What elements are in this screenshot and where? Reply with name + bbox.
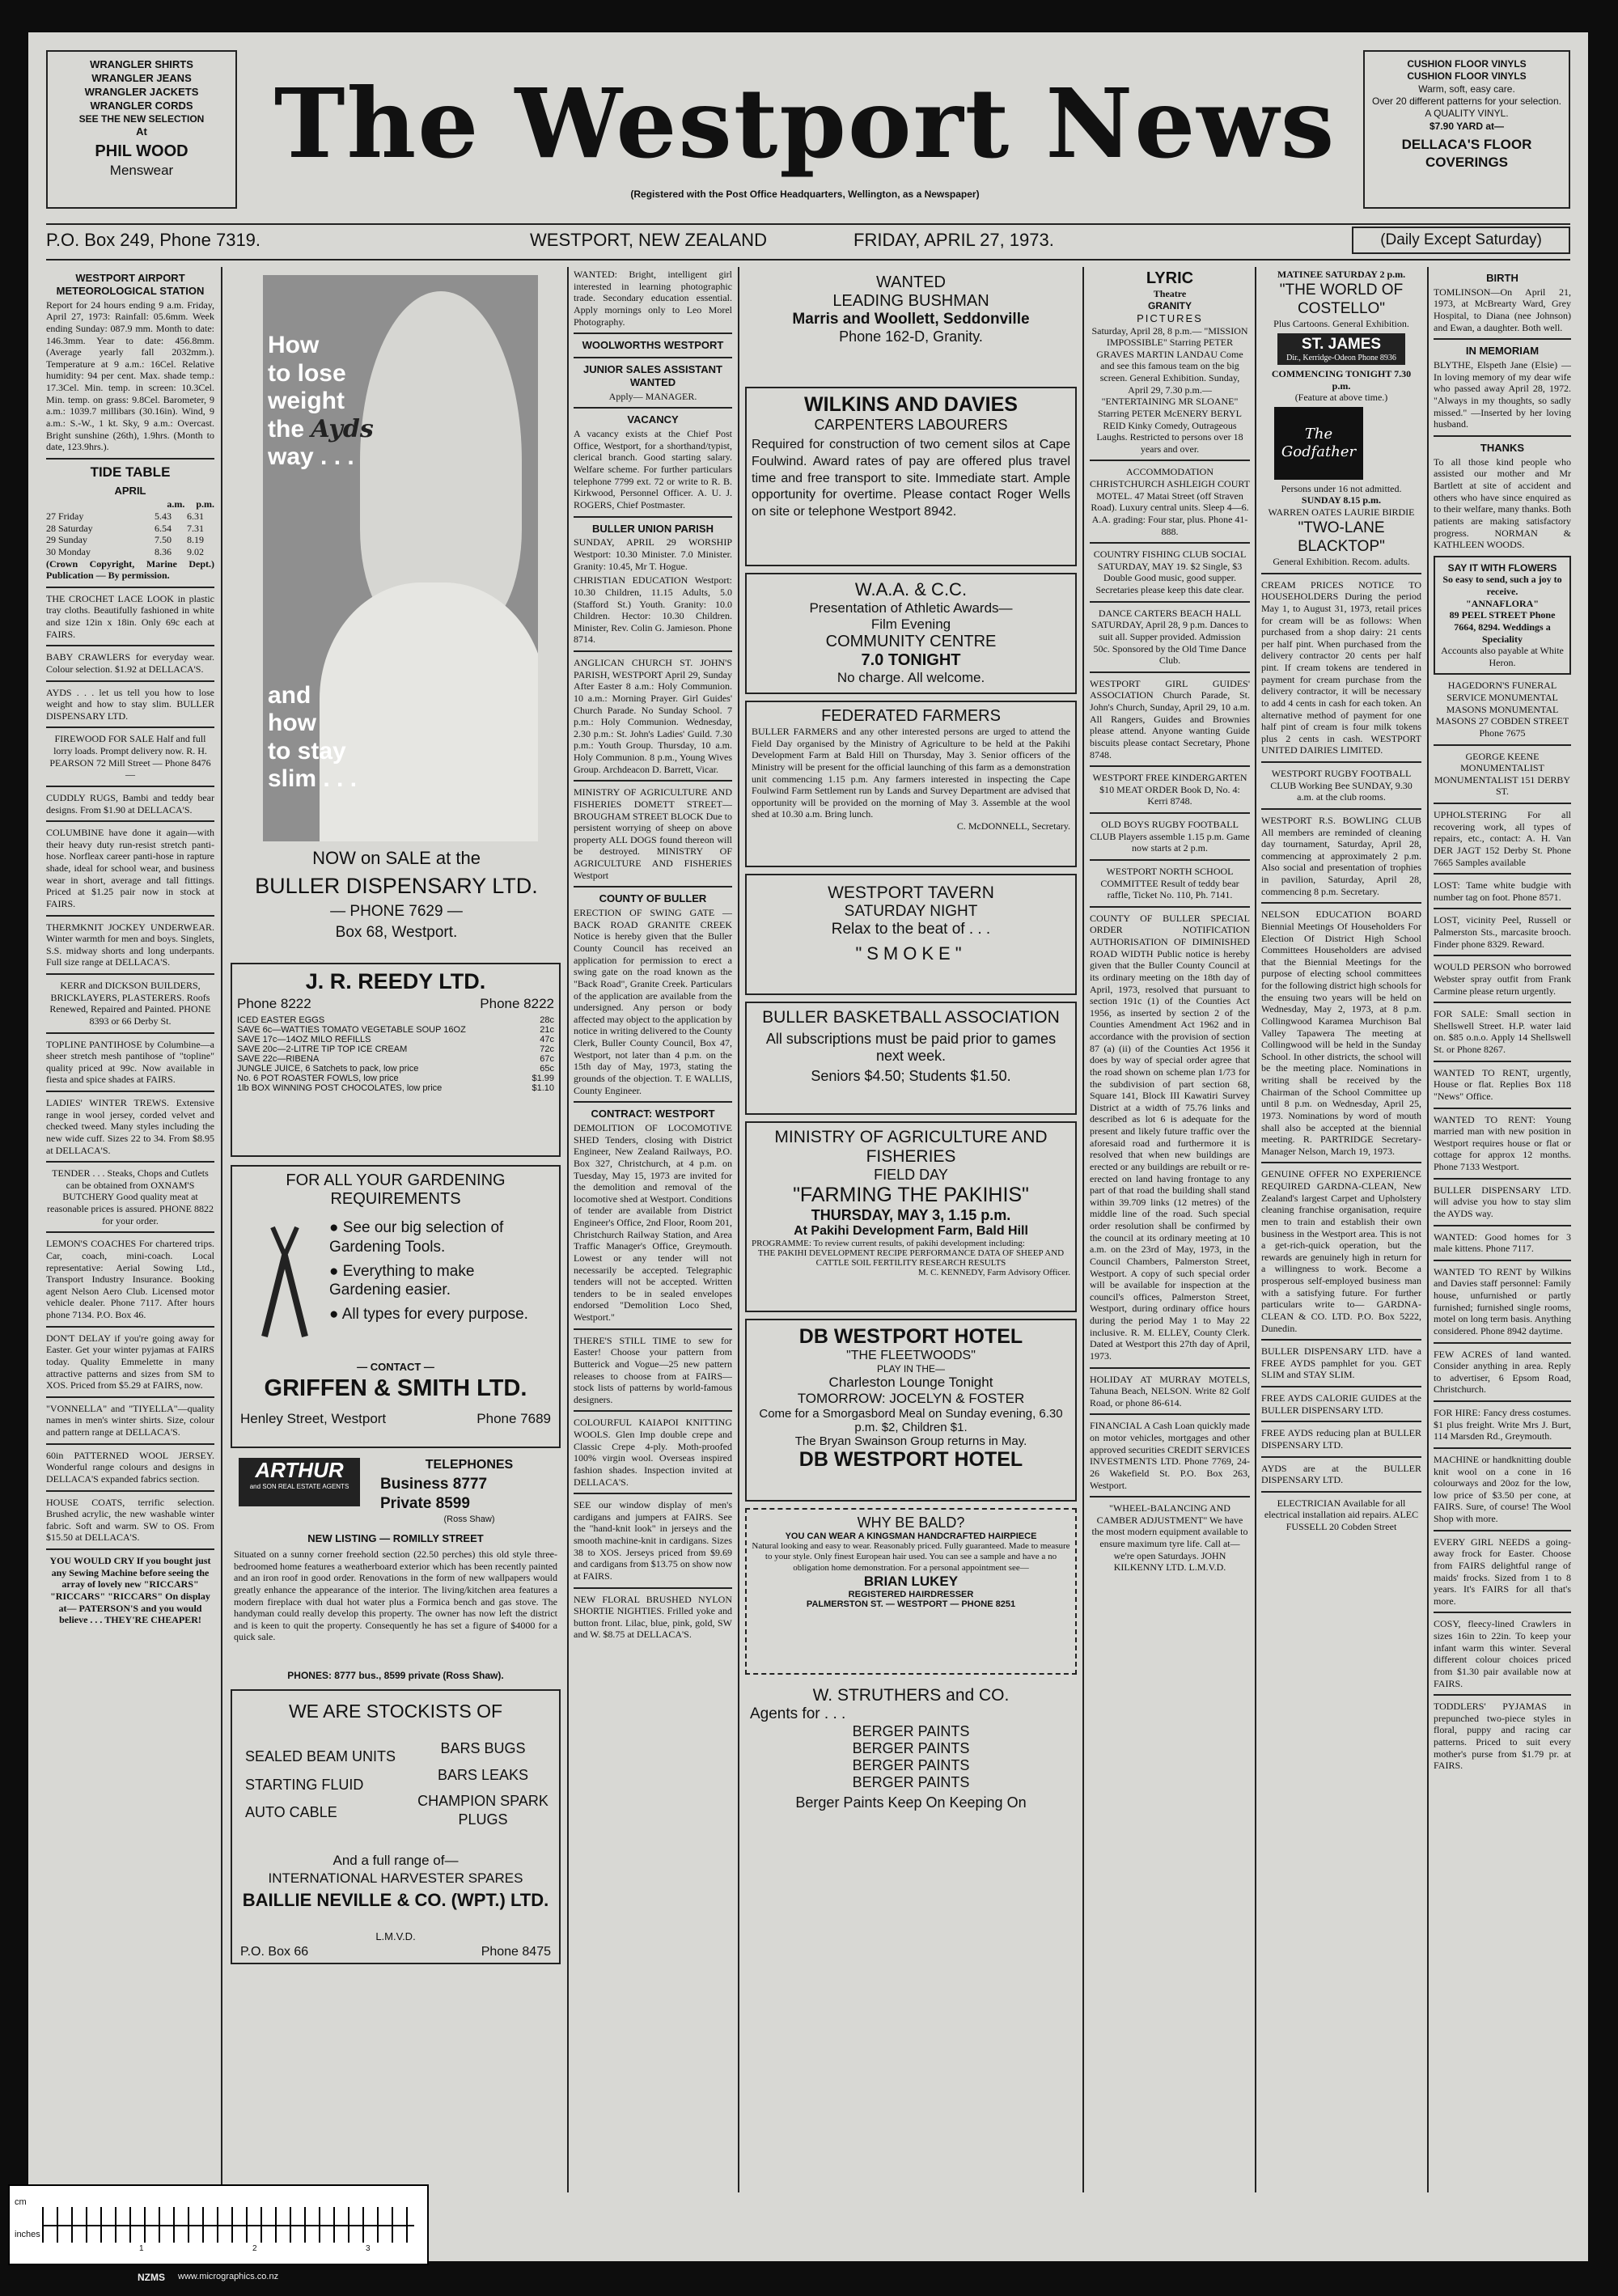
maf-prog: PROGRAMME: To review current results, of pakihi development including: <box>752 1239 1025 1248</box>
ayds-phone: — PHONE 7629 — <box>330 903 463 920</box>
telephone-name: (Ross Shaw) <box>443 1514 495 1524</box>
stock-item: STARTING FLUID <box>245 1776 364 1793</box>
why-bald-advert <box>745 1508 1077 1675</box>
reedy-item: 1lb BOX WINNING POST CHOCOLATES, low price $1.10 <box>237 1083 554 1093</box>
telephones-title: TELEPHONES <box>425 1458 514 1472</box>
classified-item: TOPLINE PANTIHOSE by Columbine—a sheer stretch mesh pantihose of "topline" quality priced at 99c. Now available in fiesta and spice shades at FAIRS. <box>46 1038 214 1086</box>
stock-firm: BAILLIE NEVILLE & CO. (WPT.) LTD. <box>242 1890 549 1910</box>
classified-item: OLD BOYS RUGBY FOOTBALL CLUB Players assemble 1.15 p.m. Game now starts at 2 p.m. <box>1090 819 1250 854</box>
db-title: DB WESTPORT HOTEL <box>798 1325 1023 1348</box>
ruler-number: 1 <box>139 2244 144 2253</box>
classified-item: CHRISTIAN EDUCATION Westport: 10.30 Children, 11.15 Adults, 5.0 (Stafford St.) Youth. Granity: 10.0 Children. Hector: 10.30 Children. Minister, Rev. Colin G. Jamieson. Phone 8714. <box>574 574 732 646</box>
bald-text: Natural looking and easy to wear. Reasonably priced. Fully guaranteed. Made to measure to your style. Only finest European hair used. You can see a sample and have a no obligation home demonstration. For a personal appointment see— <box>752 1541 1070 1573</box>
tide-row: 27 Friday 5.43 6.31 <box>46 510 204 523</box>
stock-range: And a full range of— <box>332 1853 459 1868</box>
classified-item: CREAM PRICES NOTICE TO HOUSEHOLDERS During the period May 1, to August 31, 1973, retail prices for cream will be as follows: When purchased from a shop dairy: 21 cents per half pint. When purchased from the delivery contractor 20 cents per half pint. If cream tokens are tendered in payment for cream purchase from the delivery contractor, it will be necessary to add 4 cents in cash for each token. An alternative method of payment for one half pint of cream is four milk tokens plus 2 cents in cash. WESTPORT UNITED DAIRIES LIMITED. <box>1261 578 1421 756</box>
column-rule <box>738 267 739 2192</box>
ayds-advert <box>231 275 562 955</box>
ear-left-line: WRANGLER SHIRTS <box>90 58 193 70</box>
classified-item: WANTED TO RENT, urgently, House or flat. Replies Box 118 "News" Office. <box>1434 1066 1571 1102</box>
bb-title: BULLER BASKETBALL ASSOCIATION <box>762 1008 1060 1027</box>
classified-heading: WOOLWORTHS WESTPORT <box>582 339 724 352</box>
classified-item: DANCE CARTERS BEACH HALL SATURDAY, April 28, 9 p.m. Dances to suit all. Supper provided. Admission 50c. Sponsored by the Old Time Dance Club. <box>1091 607 1248 667</box>
reedy-advert <box>231 963 561 1157</box>
ayds-photo <box>263 275 538 841</box>
cast: WARREN OATES LAURIE BIRDIE <box>1268 506 1415 519</box>
classified-item: COUNTY OF BULLER SPECIAL ORDER NOTIFICATION AUTHORISATION OF DIMINISHED ROAD WIDTH Public notice is hereby given that the Buller County Council at its ordinary meeting on the 18th day of April, 1973, resolved that pursuant to section 191c (1) of the Counties Act 1956, as inserted by section 2 of the Counties Amendment Act 1962 and in accordance with the provision of section 87 (a) (ii) of the Counties Act 1956 it does by way of special order agree that the road shown on scheme plan 1/73 for the subdivision of part section 68, Square 141, Block III Kawatiri Survey District at a width of 75.76 links and described as lot 6 is adequate for the present and likely future traffic over the aforesaid road and furthermore it is resolved that when new buildings are erected or any buildings are rebuilt or re-erected on land having frontage to any part of that road the building shall stand within 39.709 links (12 metres) of the middle line of the road. Such special order resolution shall be confirmed by the council at its ordinary meeting at 10 a.m. on the 23rd of May, 1973, in the Council Chambers, Palmerston Street, Westport. A copy of such special order will be available for inspection at the council's offices, Palmerston Street, Westport, during ordinary office hours during the period May 1 to May 22 inclusive. R. M. ELLEY, County Clerk. Dated at Westport this 27th day of April, 1973. <box>1090 912 1250 1362</box>
flowers-title: SAY IT WITH FLOWERS <box>1447 561 1557 574</box>
matinee-film: "THE WORLD OF COSTELLO" <box>1279 281 1404 317</box>
maf-field-day-advert <box>745 1121 1077 1312</box>
classified-item: COLOURFUL KAIAPOI KNITTING WOOLS. Glen Imp double crepe and Classic Crepe 4-ply. Moth-proofed 100% virgin wool. Overseas inspired fashion shades. Inspection invited at DELLACA'S. <box>574 1417 732 1488</box>
sunday-showing: SUNDAY 8.15 p.m. <box>1301 494 1382 506</box>
flowers-name: "ANNAFLORA" <box>1466 597 1539 609</box>
ruler-line <box>42 2225 414 2226</box>
shears-icon <box>248 1223 321 1345</box>
classified-item: WESTPORT GIRL GUIDES' ASSOCIATION Church Parade, St. John's Church, Sunday, April 29, 10 a.m. All Rangers, Guides and Brownies please attend. Anyone wanting Guide biscuits please contact Secretary, Phone 8748. <box>1090 677 1250 760</box>
nzms-label: NZMS <box>138 2272 165 2283</box>
classified-item: LADIES' WINTER TREWS. Extensive range in wool jersey, corded velvet and checked tweed. Many styles including the new wide cuff. Sizes 22 to 34. From $8.95 at DELLACA'S. <box>46 1097 214 1156</box>
classified-item: FOR SALE: Small section in Shellswell Street. H.P. water laid on. $85 o.n.o. Apply 14 Shellswell St. or Phone 8267. <box>1434 1008 1571 1056</box>
garden-bullet: ● See our big selection of Gardening Tools. <box>329 1219 504 1256</box>
arthur-logo: ARTHUR and SON REAL ESTATE AGENTS <box>239 1458 360 1506</box>
ear-right-line: CUSHION FLOOR VINYLS <box>1407 58 1527 70</box>
reedy-item: JUNGLE JUICE, 6 Satchets to pack, low price 65c <box>237 1064 554 1074</box>
classified-item: TENDER . . . Steaks, Chops and Cutlets can be obtained from OXNAM'S BUTCHERY Good quality meat at reasonable prices is assured. PHONE 8822 for your order. <box>47 1167 214 1226</box>
ws-paint: BERGER PAINTS <box>852 1723 970 1739</box>
bb-fees: Seniors $4.50; Students $1.50. <box>811 1068 1011 1084</box>
stock-item: BARS BUGS <box>440 1740 526 1756</box>
ff-title: FEDERATED FARMERS <box>821 707 1001 725</box>
lyric-theatre-advert <box>1090 269 1250 455</box>
ear-left-shop: PHIL WOOD <box>95 142 188 161</box>
tide-title: TIDE TABLE <box>90 464 171 480</box>
garden-phone: Phone 7689 <box>477 1411 551 1426</box>
db-lounge: Charleston Lounge Tonight <box>828 1375 993 1390</box>
telephone-private: Private 8599 <box>380 1495 470 1512</box>
lyric-pictures: PICTURES <box>1137 311 1203 324</box>
masthead-date: FRIDAY, APRIL 27, 1973. <box>853 230 1054 250</box>
reedy-item: No. 6 POT ROASTER FOWLS, low price $1.99 <box>237 1074 554 1083</box>
maf-date: THURSDAY, MAY 3, 1.15 p.m. <box>811 1207 1011 1223</box>
godfather-logo: The Godfather <box>1274 407 1363 480</box>
stock-box: P.O. Box 66 <box>240 1945 309 1959</box>
tide-row: 28 Saturday 6.54 7.31 <box>46 522 204 534</box>
ruler-number: 3 <box>366 2244 371 2253</box>
tide-col-am: a.m. <box>167 498 185 510</box>
ear-left-advert <box>46 50 237 209</box>
newspaper-page <box>28 32 1588 2261</box>
tide-table <box>46 498 214 557</box>
classified-item: ANGLICAN CHURCH ST. JOHN'S PARISH, WESTPORT April 29, Sunday After Easter 8 a.m.: Holy Communion. 10 a.m.: Morning Prayer. Girl Guides' Church Parade. No Sunday School. 7 p.m.: Holy Communion. Wednesday, 2.30 p.m.: St. John's Ladies' Guild. 7.30 p.m.: Youth Group. Thursday, 10 a.m. Holy Communion. 8 p.m., Young Wives Group. Archdeacon D. Barrett, Vicar. <box>574 657 732 775</box>
commencing: COMMENCING TONIGHT 7.30 p.m. <box>1271 367 1412 392</box>
column-rule <box>1427 267 1429 2192</box>
st-james-sub: Dir., Kerridge-Odeon Phone 8936 <box>1286 353 1396 362</box>
classified-item: BLYTHE, Elspeth Jane (Elsie) —In loving memory of my dear wife who passed away April 28, 1972. "Always in my thoughts, so sadly missed." —Inserted by her loving husband. <box>1434 359 1571 430</box>
ws-paint: BERGER PAINTS <box>852 1740 970 1756</box>
federated-farmers-advert <box>745 701 1077 867</box>
classified-item: WESTPORT NORTH SCHOOL COMMITTEE Result of teddy bear raffle, Ticket No. 110, Ph. 7141. <box>1100 865 1239 901</box>
classified-item: Apply— MANAGER. <box>608 390 697 402</box>
db-title-2: DB WESTPORT HOTEL <box>798 1448 1023 1471</box>
ear-right-line: Over 20 different patterns for your selection. <box>1372 95 1561 108</box>
listing-title: NEW LISTING — ROMILLY STREET <box>307 1532 484 1544</box>
twolane-sub: General Exhibition. Recom. adults. <box>1273 556 1410 568</box>
classified-item: COUNTRY FISHING CLUB SOCIAL SATURDAY, MAY 19. $2 Single, $3 Double Good music, good supper. Secretaries please keep this date clear. <box>1093 549 1247 595</box>
classified-item: FINANCIAL A Cash Loan quickly made on motor vehicles, mortgages and other approved securities CREDIT SERVICES INVESTMENTS LTD. Phone 7769, 24-26 Wakefield St. P.O. Box 263, Westport. <box>1090 1420 1250 1491</box>
classified-heading: CONTRACT: WESTPORT <box>591 1108 715 1120</box>
flowers-address: 89 PEEL STREET Phone 7664, 8294. Weddings a Speciality <box>1449 609 1556 645</box>
classified-item: TODDLERS' PYJAMAS in prepunched two-piece styles in floral, puppy and racing car patterns. Priced to suit every mother's purse from $1.79 pr. at FAIRS. <box>1434 1701 1571 1772</box>
column-rule <box>221 267 222 2192</box>
column-7 <box>1434 269 1571 2192</box>
db-bryan: The Bryan Swainson Group returns in May. <box>794 1434 1027 1448</box>
persons: Persons under 16 not admitted. <box>1281 482 1402 494</box>
reedy-item: SAVE 20c—2-LITRE TIP TOP ICE CREAM 72c <box>237 1044 554 1054</box>
ear-right-line: $7.90 YARD at— <box>1429 120 1505 132</box>
tavern-title: WESTPORT TAVERN <box>828 883 994 902</box>
ws-paint: BERGER PAINTS <box>852 1757 970 1773</box>
waa-line: No charge. All welcome. <box>837 670 985 685</box>
masthead-rule-top <box>46 223 1570 225</box>
ear-right-line: A QUALITY VINYL. <box>1425 108 1509 120</box>
masthead-registration: (Registered with the Post Office Headquarters, Wellington, as a Newspaper) <box>630 189 980 200</box>
classified-heading: BULLER UNION PARISH <box>592 522 714 535</box>
ws-agents: Agents for . . . <box>750 1705 846 1722</box>
classified-item: WANTED TO RENT: Young married man with new position in Westport requires house or flat or cottage for approx 12 months. Phone 7133 Westport. <box>1434 1113 1571 1173</box>
garden-contact: — CONTACT — <box>357 1361 434 1373</box>
classified-heading: BIRTH <box>1486 272 1518 284</box>
classified-item: WESTPORT RUGBY FOOTBALL CLUB Working Bee SUNDAY, 9.30 a.m. at the club rooms. <box>1270 768 1413 803</box>
stock-item: AUTO CABLE <box>245 1804 337 1820</box>
ear-left-line: WRANGLER JEANS <box>91 71 192 84</box>
ruler-inches-label: inches <box>15 2230 40 2239</box>
tavern-sub: SATURDAY NIGHT <box>844 903 978 920</box>
stock-ih: INTERNATIONAL HARVESTER SPARES <box>268 1870 523 1886</box>
classified-item: A vacancy exists at the Chief Post Office, Westport, for a shorthand/typist, clerical branch. Good starting salary. Welfare scheme. For further particulars telephone 7799 ext. 72 or write to R. B. Kirkwood, Personnel Officer. A. U. J. ROGERS, Chief Postmaster. <box>574 428 732 510</box>
bald-name: BRIAN LUKEY <box>863 1574 959 1590</box>
stock-item: CHAMPION SPARK PLUGS <box>417 1793 549 1828</box>
tavern-line: Relax to the beat of . . . <box>831 921 991 938</box>
st-james-advert <box>1261 269 1421 568</box>
reedy-title: J. R. REEDY LTD. <box>305 969 486 993</box>
classified-item: FIREWOOD FOR SALE Half and full lorry loads. Prompt delivery now. R. H. PEARSON 72 Mill Street — Phone 8476 — <box>49 733 211 781</box>
maf-title: MINISTRY OF AGRICULTURE AND FISHERIES <box>774 1128 1048 1166</box>
tide-row: 30 Monday 8.36 9.02 <box>46 545 204 557</box>
classified-item: CUDDLY RUGS, Bambi and teddy bear designs. From $1.90 at DELLACA'S. <box>46 791 214 815</box>
classified-item: AYDS . . . let us tell you how to lose weight and how to stay slim. BULLER DISPENSARY LTD. <box>46 686 214 722</box>
classified-item: MINISTRY OF AGRICULTURE AND FISHERIES DOMETT STREET—BROUGHAM STREET BLOCK Due to persistent worrying of sheep on above property ALL DOGS found thereon will be destroyed. MINISTRY OF AGRICULTURE AND FISHERIES Westport <box>574 786 732 881</box>
ws-title: W. STRUTHERS and CO. <box>812 1686 1010 1705</box>
classified-item: WANTED: Bright, intelligent girl interested in learning photographic trade. Secondary education essential. Apply mornings only to Leo Morel Photography. <box>574 269 732 328</box>
ear-left-line: WRANGLER JACKETS <box>84 85 199 98</box>
classified-item: GENUINE OFFER NO EXPERIENCE REQUIRED GARDNA-CLEAN, New Zealand's largest Carpet and Upholstery cleaning franchise organisation, require men to train and establish their own business in the Westport area. This is not a get-rich-quick operation, but the rewards are genuinely high in return for a willingness to work. Become a prosperous self-employed business man with a satisfying future. For further particulars write to— GARDNA-CLEAN & CO. LTD. P.O. Box 5222, Dunedin. <box>1261 1168 1421 1334</box>
ear-left-sub: Menswear <box>109 163 174 179</box>
ruler-number: 2 <box>252 2244 257 2253</box>
garden-title: FOR ALL YOUR GARDENING REQUIREMENTS <box>286 1171 506 1208</box>
wd-title: WILKINS AND DAVIES <box>804 393 1018 416</box>
wd-sub: CARPENTERS LABOURERS <box>814 417 1008 433</box>
classified-item: WANTED TO RENT by Wilkins and Davies staff personnel: Family house, unfurnished or partly furnished; furnished single rooms, motel on long term basis. Anything considered. Phone 8942 daytime. <box>1434 1265 1571 1337</box>
ws-slogan: Berger Paints Keep On Keeping On <box>795 1794 1027 1811</box>
bald-role: REGISTERED HAIRDRESSER <box>848 1590 974 1600</box>
classified-item: THE CROCHET LACE LOOK in plastic tray cloths. Beautifully fashioned in white and size 12in x 18in. Only 69c each at FAIRS. <box>46 592 214 640</box>
classified-item: YOU WOULD CRY If you bought just any Sewing Machine before seeing the array of lovely new "RICCARS" "RICCARS" "RICCARS" On display at— PATERSON'S and you would believe . . . THEY'RE CHEAPER! <box>49 1555 211 1626</box>
classified-item: ELECTRICIAN Available for all electrical installation aid repairs. ALEC FUSSELL 20 Cobden Street <box>1264 1497 1419 1533</box>
masthead-po-box: P.O. Box 249, Phone 7319. <box>46 230 261 250</box>
column-3 <box>574 269 732 2192</box>
stock-item: SEALED BEAM UNITS <box>245 1748 396 1764</box>
tavern-band: "SMOKE" <box>855 943 967 964</box>
st-james-title: ST. JAMES <box>1301 335 1382 353</box>
classified-heading: THANKS <box>1480 441 1525 454</box>
wilkins-davies-advert <box>745 387 1077 566</box>
ear-right-line: CUSHION FLOOR VINYLS <box>1407 70 1527 83</box>
classified-item: TOMLINSON—On April 21, 1973, at McBrearty Ward, Grey Hospital, to Diana (nee Johnson) and Ewan, a daughter. Both well. <box>1434 286 1571 333</box>
ayds-shop: BULLER DISPENSARY LTD. <box>255 874 538 898</box>
classified-item: FREE AYDS reducing plan at BULLER DISPENSARY LTD. <box>1261 1427 1421 1451</box>
wanted-phone: Phone 162-D, Granity. <box>839 328 983 345</box>
flowers-note: Accounts also payable at White Heron. <box>1441 645 1564 668</box>
struthers-advert <box>745 1681 1077 1835</box>
reedy-item: SAVE 22c—RIBENA 67c <box>237 1054 554 1064</box>
ear-left-line: SEE THE NEW SELECTION <box>78 112 205 125</box>
classified-item: DEMOLITION OF LOCOMOTIVE SHED Tenders, closing with District Engineer, New Zealand Railways, P.O. Box 327, Christchurch, at 4 p.m. on Tuesday, May 15, 1973 are invited for the demolition and removal of the locomotive shed at Westport. Conditions of tender are available from District Engineer's Office, 2nd Floor, Room 201, Christchurch Railway Station, and Area Traffic Manager's Office, Greymouth. Lowest or any tender will not necessarily be accepted. Telegraphic tenders will not be accepted. Written tenders to be in sealed envelopes endorsed "Demolition Loco Shed, Westport." <box>574 1122 732 1324</box>
ear-right-line: Warm, soft, easy care. <box>1418 83 1515 95</box>
classified-heading: VACANCY <box>627 413 679 426</box>
stock-item: BARS LEAKS <box>437 1766 529 1783</box>
garden-address: Henley Street, Westport <box>240 1411 387 1426</box>
garden-bullet: ● Everything to make Gardening easier. <box>329 1262 475 1299</box>
reedy-phone: Phone 8222 <box>480 996 554 1011</box>
classified-heading: JUNIOR SALES ASSISTANT WANTED <box>583 362 722 388</box>
ws-paint: BERGER PAINTS <box>852 1774 970 1790</box>
micrographics-url: www.micrographics.co.nz <box>178 2272 279 2281</box>
listing-text: Situated on a sunny corner freehold section (22.50 perches) this old style three-bedroomed home features a weatherboard exterior which has been recently painted and an iron roof in good order. Renovations in the form of new wallpapers would greatly enhance the appearance of the interior. The living/kitchen area features a modern fireplace with dual hot water plus a Formica bench and gas stove. The handyman could really develop this property. The owner has now left the district and is keen to quit the property. Consequently he has set a figure of $4000 for a quick sale. <box>234 1548 557 1643</box>
classified-item: LEMON'S COACHES For chartered trips. Car, coach, mini-coach. Local representative: Aerial Sowing Ltd., Transport Industry Insurance. Booking agent Nelson Aero Club. Licensed motor vehicle dealer. Phone 7117. After hours phone 7134. P.O. Box 46. <box>46 1238 214 1321</box>
classified-item: HAGEDORN'S FUNERAL SERVICE MONUMENTAL MASONS MONUMENTAL MASONS 27 COBDEN STREET Phone 7675 <box>1435 680 1569 739</box>
stockists-advert <box>231 1689 561 1964</box>
weather-report: Report for 24 hours ending 9 a.m. Friday, April 27, 1973: Rainfall: 05.6mm. Week ending Sunday: 087.9 mm. Month to date: 146.3mm. Year to date: 456.8mm. (Average yearly fall 2032mm.). Temperature at 9 a.m.: 16Cel. Relative humidity: 94 per cent. Max. shade temp.: 17.3Cel. Min. temp. in screen: 10.3Cel. Min. temp. on grass: 9.8Cel. Barometer, 9 a.m.: 1039.7 millibars (30.16in). Wind, 9 a.m.: S.-W., 1 kt. Sky, 9 a.m.: Overcast. Bright sunshine (26th), 1.9hrs. (Month to date, 123.9hrs.). <box>46 299 214 453</box>
classified-item: BULLER DISPENSARY LTD. have a FREE AYDS pamphlet for you. GET SLIM and STAY SLIM. <box>1261 1345 1421 1381</box>
reedy-item: SAVE 17c—14OZ MILO REFILLS 47c <box>237 1035 554 1044</box>
garden-firm: GRIFFEN & SMITH LTD. <box>264 1375 527 1401</box>
classified-item: 60in PATTERNED WOOL JERSEY. Wonderful range colours and designs in DELLACA'S expanded fabrics section. <box>46 1449 214 1485</box>
wanted-firm: Marris and Woollett, Seddonville <box>792 311 1030 328</box>
waa-line: Film Evening <box>870 616 951 632</box>
wanted-sub: LEADING BUSHMAN <box>832 292 989 310</box>
reedy-phone: Phone 8222 <box>237 996 311 1011</box>
classified-item: AYDS are at the BULLER DISPENSARY LTD. <box>1261 1462 1421 1486</box>
classified-item: NELSON EDUCATION BOARD Biennial Meetings Of Householders For Election Of District High School Committees Householders are advised that the Biennial Meetings for the purpose of electing school committees for the following district high schools for the ensuing two years will be held on Wednesday, May 2, 1973, at 8 p.m. Collingwood Karamea Murchison Bal Valley Tapawera The meeting at Collingwood will be held in the Sunday School. In other districts, the school will be the meeting place. Nominations in writing shall be received by the Chairman of the School Committee up until 8 p.m. on Wednesday, April 25, 1973. Nominations by word of mouth shall also be accepted at the biennial meeting. R. PARTRIDGE Secretary-Manager Nelson, March 19, 1973. <box>1261 909 1421 1157</box>
flowers-sub: So easy to send, such a joy to receive. <box>1442 574 1562 598</box>
ff-sign: C. McDONNELL, Secretary. <box>956 820 1070 832</box>
classified-item: HOUSE COATS, terrific selection. Brushed acrylic, the new washable winter fabric. Soft and warm. SW to OS. From $15.50 at DELLACA'S. <box>46 1496 214 1544</box>
classified-item: "WHEEL-BALANCING AND CAMBER ADJUSTMENT" We have the most modern equipment available to ensure maximum tyre life. Call at—we're open Saturdays. JOHN KILKENNY LTD. L.M.V.D. <box>1091 1502 1248 1574</box>
feature-time: (Feature at above time.) <box>1294 392 1388 404</box>
wd-text: Required for construction of two cement silos at Cape Foulwind. Award rates of pay are offered plus travel time and free transport to site. Immediate start. Ample opportunity for overtime. Please contact Roger Wells on site or telephone Westport 8942. <box>752 438 1070 519</box>
waa-line: COMMUNITY CENTRE <box>825 633 997 650</box>
waa-advert <box>745 573 1077 694</box>
ayds-sale: NOW on SALE at the <box>312 848 481 868</box>
listing-phones: PHONES: 8777 bus., 8599 private (Ross Shaw). <box>287 1670 504 1681</box>
reedy-item: ICED EASTER EGGS 28c <box>237 1015 554 1025</box>
column-rule <box>1082 267 1084 2192</box>
twolane: "TWO-LANE BLACKTOP" <box>1298 519 1385 555</box>
maf-sub: FIELD DAY <box>874 1167 948 1183</box>
ear-right-advert <box>1363 50 1570 209</box>
maf-place: At Pakihi Development Farm, Bald Hill <box>794 1224 1028 1238</box>
column-1 <box>46 269 214 2192</box>
classified-item: THERMKNIT JOCKEY UNDERWEAR. Winter warmth for men and boys. Singlets, S.S. midway shorts and long underpants. Full size range at DELLACA'S. <box>46 921 214 968</box>
column-4 <box>745 269 1077 2192</box>
ruler-cm-label: cm <box>15 2197 27 2207</box>
classified-item: THERE'S STILL TIME to sew for Easter! Choose your pattern from Butterick and Vogue—25 new pattern releases to choose from at FAIRS—stock lists of patterns by world-famous designers. <box>574 1334 732 1405</box>
classified-item: HOLIDAY AT MURRAY MOTELS, Tahuna Beach, NELSON. Write 82 Golf Road, or phone 86-614. <box>1090 1373 1250 1409</box>
column-rule <box>1255 267 1256 2192</box>
classified-item: FEW ACRES of land wanted. Consider anything in area. Reply to advertiser, 6 Epsom Road, Christchurch. <box>1434 1348 1571 1396</box>
matinee: MATINEE SATURDAY 2 p.m. <box>1277 269 1406 280</box>
stock-phone: Phone 8475 <box>481 1945 551 1959</box>
classified-item: MACHINE or handknitting double knit wool on a cone in 16 colourways and 20oz for the low, low price of $3.50 per cone, at FAIRS. Sure, of course! The Wool Shop with more. <box>1434 1453 1571 1525</box>
lyric-text: Saturday, April 28, 8 p.m.— "MISSION IMPOSSIBLE" Starring PETER GRAVES MARTIN LANDAU Come and see this famous team on the big screen. General Exhibition. Sunday, April 29, 7.30 p.m.— "ENTERTAINING MR SLOANE" Starring PETER McENERY BERYL REID Kinky Comedy, Outrageous Laughs. Restricted to persons over 18 years and over. <box>1091 324 1248 455</box>
masthead-frequency: (Daily Except Saturday) <box>1352 227 1570 254</box>
classified-item: UPHOLSTERING For all recovering work, all types of repairs, etc., contact: A. H. Van DER JAGT 152 Derby St. Phone 7665 Samples available <box>1434 809 1571 868</box>
waa-title: W.A.A. & C.C. <box>854 579 968 599</box>
classified-item: FREE AYDS CALORIE GUIDES at the BULLER DISPENSARY LTD. <box>1261 1392 1421 1416</box>
wanted-bushman-advert <box>745 269 1077 382</box>
ayds-box: Box 68, Westport. <box>335 924 458 941</box>
classified-heading: COUNTY OF BULLER <box>599 892 707 905</box>
bald-sub: YOU CAN WEAR A KINGSMAN HANDCRAFTED HAIRPIECE <box>785 1531 1037 1541</box>
stock-lmvd: L.M.V.D. <box>375 1930 416 1942</box>
masthead-rule-bottom <box>46 259 1570 261</box>
garden-advert <box>231 1165 561 1448</box>
classified-item: LOST, vicinity Peel, Russell or Palmerston Sts., marcasite brooch. Finder phone 8329. Reward. <box>1434 914 1571 950</box>
tide-note: (Crown Copyright, Marine Dept.) Publication — By permission. <box>46 557 214 582</box>
basketball-advert <box>745 1002 1077 1115</box>
ear-right-shop: DELLACA'S FLOOR COVERINGS <box>1401 137 1532 170</box>
classified-item: SUNDAY, APRIL 29 WORSHIP Westport: 10.30 Minister. 7.0 Minister. Granity: 10.45, Mr T. Hogue. <box>574 536 732 572</box>
bald-address: PALMERSTON ST. — WESTPORT — PHONE 8251 <box>806 1599 1016 1610</box>
waa-line: Presentation of Athletic Awards— <box>809 600 1013 616</box>
lyric-title: LYRIC <box>1146 269 1194 287</box>
db-smorgasbord: Come for a Smorgasbord Meal on Sunday evening, 6.30 p.m. $2, Children $1. <box>759 1407 1063 1434</box>
classified-item: EVERY GIRL NEEDS a going-away frock for Easter. Choose from FAIRS delightful range of maids' frocks. Sized from 1 to 8 years. It's FAIRS for all that's more. <box>1434 1536 1571 1607</box>
classified-item: WESTPORT R.S. BOWLING CLUB All members are reminded of cleaning day tournament, Saturday, April 28, commencing at approximately 2 p.m. Also social and presentation of trophies in pavilion, Saturday, April 28, commencing 8 p.m. Secretary. <box>1261 814 1421 897</box>
ear-left-line: WRANGLER CORDS <box>90 99 193 112</box>
tide-row: 29 Sunday 7.50 8.19 <box>46 534 204 546</box>
ear-left-line: At <box>136 125 147 138</box>
classified-item: BABY CRAWLERS for everyday wear. Colour selection. $1.92 at DELLACA'S. <box>46 651 214 675</box>
column-5 <box>1090 269 1250 2192</box>
classified-heading: IN MEMORIAM <box>1465 345 1540 358</box>
waa-line: 7.0 TONIGHT <box>861 651 961 669</box>
reedy-item: SAVE 6c—WATTIES TOMATO VEGETABLE SOUP 16OZ 21c <box>237 1025 554 1035</box>
masthead-place: WESTPORT, NEW ZEALAND <box>530 230 767 250</box>
db-play: PLAY IN THE— <box>876 1363 946 1375</box>
classified-item: SEE our window display of men's cardigans and jumpers at FAIRS. See the "hand-knit look" in jerseys and the smooth machine-knit in cardigans. Sizes 38 to XOS. Jerseys priced from $9.69 and cardigans from $13.75 on show now at FAIRS. <box>574 1499 732 1582</box>
ayds-headline: How to lose weight the Ayds way . . . and how to stay slim . . . <box>268 332 374 792</box>
db-hotel-advert <box>745 1319 1077 1502</box>
classified-item: GEORGE KEENE MONUMENTALIST MONUMENTALIST 151 DERBY ST. <box>1434 750 1571 798</box>
garden-bullet: ● All types for every purpose. <box>329 1306 528 1323</box>
maf-big: "FARMING THE PAKIHIS" <box>793 1184 1029 1206</box>
lyric-town: GRANITY <box>1148 300 1192 312</box>
column-6 <box>1261 269 1421 2192</box>
column-rule <box>567 267 569 2192</box>
classified-item: FOR HIRE: Fancy dress costumes. $1 plus freight. Write Mrs J. Burt, 114 Marsden Rd., Greymouth. <box>1434 1407 1571 1442</box>
classified-item: WOULD PERSON who borrowed Webster spray outfit from Frank Carmine please return urgently. <box>1434 961 1571 997</box>
bald-title: WHY BE BALD? <box>857 1514 965 1531</box>
db-band: "THE FLEETWOODS" <box>846 1349 976 1362</box>
maf-items: THE PAKIHI DEVELOPMENT RECIPE PERFORMANCE DATA OF SHEEP AND CATTLE SOIL FERTILITY RESEARCH RESULTS <box>757 1248 1065 1268</box>
classified-item: COLUMBINE have done it again—with their heavy duty run-resist stretch panti-hose. Norfleax career panti-hose in rapture shade, ideal for school wear, and business wear in short, average and tall fittings. Priced at $1.25 pair now in stock at FAIRS. <box>46 827 214 909</box>
telephone-business: Business 8777 <box>380 1476 488 1493</box>
classified-item: NEW FLORAL BRUSHED NYLON SHORTIE NIGHTIES. Frilled yoke and button front. Lilac, blue, pink, gold, SW and W. $8.75 at DELLACA'S. <box>574 1593 732 1641</box>
classified-item: DON'T DELAY if you're going away for Easter. Get your winter pyjamas at FAIRS today. Quality Emmelette in many attractive patterns and sizes from SM to XOS. Priced from $5.29 at FAIRS, now. <box>46 1332 214 1392</box>
classified-item: COSY, fleecy-lined Crawlers in sizes 16in to 22in. To keep your infant warm this winter. Several different colour choices priced from $1.30 pair available now at FAIRS. <box>1434 1618 1571 1689</box>
db-tomorrow: TOMORROW: JOCELYN & FOSTER <box>797 1391 1025 1406</box>
scan-ruler <box>8 2184 429 2265</box>
bb-line: All subscriptions must be paid prior to games next week. <box>765 1031 1057 1064</box>
tide-col-pm: p.m. <box>196 498 214 510</box>
matinee-sub: Plus Cartoons. General Exhibition. <box>1273 317 1409 329</box>
westport-tavern-advert <box>745 874 1077 995</box>
classified-item: ACCOMMODATION CHRISTCHURCH ASHLEIGH COURT MOTEL. 47 Matai Street (off Straven Road). Luxury central units. Sleep 4—6. A.A. grading: Four star, plus. Phone 41-888. <box>1090 466 1250 537</box>
classified-item: LOST: Tame white budgie with number tag on foot. Phone 8571. <box>1434 879 1571 903</box>
maf-sign: M. C. KENNEDY, Farm Advisory Officer. <box>917 1268 1070 1277</box>
classified-item: BULLER DISPENSARY LTD. will advise you how to stay slim the AYDS way. <box>1434 1184 1571 1219</box>
classified-item: KERR and DICKSON BUILDERS, BRICKLAYERS, PLASTERERS. Roofs Renewed, Repaired and Painted. PHONE 8393 or 66 Derby St. <box>49 980 211 1027</box>
stockists-title: WE ARE STOCKISTS OF <box>288 1701 503 1722</box>
lyric-theatre: Theatre <box>1153 288 1187 300</box>
classified-item: WANTED: Good homes for 3 male kittens. Phone 7117. <box>1434 1231 1571 1255</box>
ff-text: BULLER FARMERS and any other interested persons are urged to attend the Field Day organised by the Ministry of Agriculture to be held at the Pakihi Development Farm at Bald Hill on Thursday, May 3. Senior officers of the Ministry will be present for the official launching of this farm as a demonstration unit commencing 1.15 p.m. Any farmers interested in inspecting the Cape Foulwind Farm Settlement run by Lands and Survey Department are advised that opportunity will be provided on the morning of May 3. Assemble at the wool shed at 10.30 a.m. Bring lunch. <box>752 726 1070 820</box>
wanted-title: WANTED <box>876 273 946 291</box>
flowers-advert <box>1434 556 1571 676</box>
classified-item: To all those kind people who assisted our mother and Mr Bartlett at site of accident and others who have since enquired as to their welfare, many thanks. Both patients are making satisfactory progress. NORMAN & KATHLEEN WOODS. <box>1434 455 1571 551</box>
masthead-title: The Westport News <box>273 67 1336 180</box>
classified-item: ERECTION OF SWING GATE —BACK ROAD GRANITE CREEK Notice is hereby given that the Buller County Council has received an application for permission to erect a swing gate on the road known as the "Back Road", Granite Creek. Particulars of the application are available from the undersigned. Any person or body affected may object to the application by notice in writing delivered to the County Clerk, Buller County Council, Box 47, Westport, not later than 4 p.m. on the 15th day of May, 1973, stating the grounds of the objection. T. E WALLIS, County Engineer. <box>574 907 732 1096</box>
tide-month: APRIL <box>114 484 146 497</box>
classified-item: WESTPORT FREE KINDERGARTEN $10 MEAT ORDER Book D, No. 4: Kerri 8748. <box>1092 772 1247 807</box>
weather-title: WESTPORT AIRPORT METEOROLOGICAL STATION <box>56 272 205 297</box>
classified-item: "VONNELLA" and "TIYELLA"—quality names in men's winter shirts. Size, colour and pattern range at DELLACA'S. <box>46 1402 214 1438</box>
